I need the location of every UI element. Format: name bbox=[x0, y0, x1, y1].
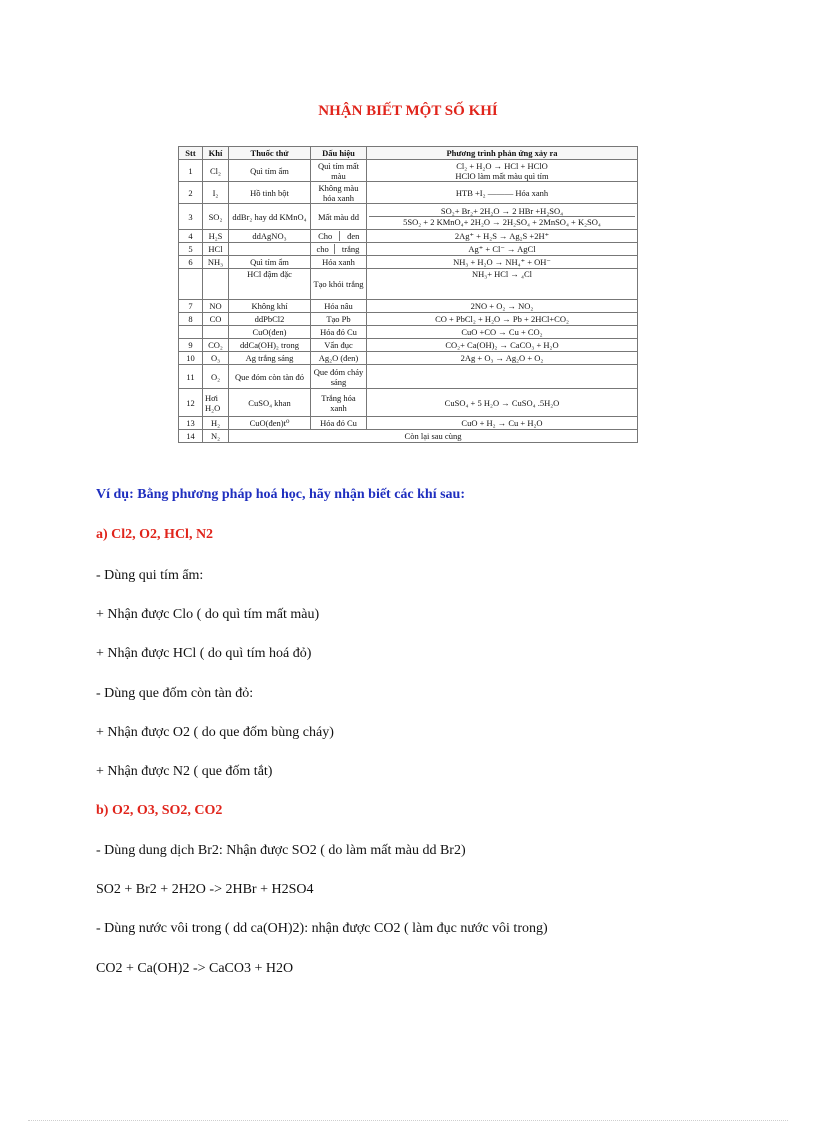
equation-line: 5SO₂ + 2 KMnO₄+ 2H₂O → 2H₂SO₄ + 2MnSO₄ + K₂SO₄ bbox=[369, 216, 635, 227]
page-footer-divider bbox=[28, 1120, 788, 1121]
stt-cell: 10 bbox=[179, 352, 203, 365]
sign-cell: Tạo khói trắng bbox=[311, 269, 367, 300]
sign-cell: Quì tím mất màu bbox=[311, 160, 367, 182]
stt-cell: 4 bbox=[179, 230, 203, 243]
reagent-cell: Quì tím ẩm bbox=[229, 256, 311, 269]
sign-cell: Mất màu dd bbox=[311, 204, 367, 230]
part-b-title: b) O2, O3, SO2, CO2 bbox=[96, 803, 223, 818]
reagent-cell: Quì tím ẩm bbox=[229, 160, 311, 182]
part-a-line: - Dùng que đốm còn tàn đỏ: bbox=[96, 686, 254, 701]
equation-cell bbox=[367, 160, 638, 182]
part-a-line: + Nhận được O2 ( do que đốm bùng cháy) bbox=[96, 725, 334, 740]
sign-cell: Không màu hóa xanh bbox=[311, 182, 367, 204]
header-equation: Phương trình phản ứng xảy ra bbox=[367, 147, 638, 160]
reagent-cell: Ag trắng sáng bbox=[229, 352, 311, 365]
reagent-cell: CuO(đen)t⁰ bbox=[229, 417, 311, 430]
sign-part: trắng bbox=[341, 244, 360, 254]
gas-identification-table bbox=[178, 146, 638, 443]
table-row bbox=[179, 352, 638, 365]
stt-cell: 3 bbox=[179, 204, 203, 230]
stt-cell: 8 bbox=[179, 313, 203, 326]
sign-part: Cho bbox=[311, 231, 340, 241]
table-row bbox=[179, 313, 638, 326]
gas-cell: SO₂ bbox=[203, 204, 229, 230]
header-gas: Khí bbox=[203, 147, 229, 160]
sign-cell bbox=[311, 230, 367, 243]
stt-cell: 11 bbox=[179, 365, 203, 389]
table-row bbox=[179, 389, 638, 417]
part-b-line: - Dùng nước vôi trong ( dd ca(OH)2): nhận được CO2 ( làm đục nước vôi trong) bbox=[96, 921, 548, 936]
stt-cell: 6 bbox=[179, 256, 203, 269]
stt-cell: 13 bbox=[179, 417, 203, 430]
part-b-line: - Dùng dung dịch Br2: Nhận được SO2 ( do làm mất màu dd Br2) bbox=[96, 843, 466, 858]
sign-cell: Tạo Pb bbox=[311, 313, 367, 326]
equation-cell: NH₃ + H₂O → NH₄⁺ + OH⁻ bbox=[367, 256, 638, 269]
sign-cell: Hóa đỏ Cu bbox=[311, 417, 367, 430]
table-row bbox=[179, 243, 638, 256]
equation-line: HClO làm mất màu quì tím bbox=[455, 170, 549, 181]
reagent-cell: ddCa(OH)₂ trong bbox=[229, 339, 311, 352]
table-row bbox=[179, 417, 638, 430]
stt-cell: 14 bbox=[179, 430, 203, 443]
table-row bbox=[179, 365, 638, 389]
reagent-cell: CuO(đen) bbox=[229, 326, 311, 339]
equation-cell: 2Ag + O₃ → Ag₂O + O₂ bbox=[367, 352, 638, 365]
gas-cell: NO bbox=[203, 300, 229, 313]
equation-cell: CO + PbCl₂ + H₂O → Pb + 2HCl+CO₂ bbox=[367, 313, 638, 326]
gas-cell: CO₂ bbox=[203, 339, 229, 352]
stt-cell bbox=[179, 269, 203, 300]
spanning-cell: Còn lại sau cùng bbox=[229, 430, 638, 443]
sign-cell: Ag₂O (đen) bbox=[311, 352, 367, 365]
equation-cell: Ag⁺ + Cl⁻ → AgCl bbox=[367, 243, 638, 256]
part-a-line: - Dùng qui tím ẩm: bbox=[96, 568, 204, 583]
gas-cell: Hơi H₂O bbox=[203, 389, 229, 417]
table-row bbox=[179, 269, 638, 300]
equation-cell bbox=[367, 365, 638, 389]
reagent-cell bbox=[229, 243, 311, 256]
gas-cell: O₂ bbox=[203, 365, 229, 389]
stt-cell: 2 bbox=[179, 182, 203, 204]
part-a-line: + Nhận được HCl ( do quì tím hoá đỏ) bbox=[96, 646, 312, 661]
stt-cell: 7 bbox=[179, 300, 203, 313]
sign-cell: Vẩn đục bbox=[311, 339, 367, 352]
table-row bbox=[179, 430, 638, 443]
sign-cell: Hóa nâu bbox=[311, 300, 367, 313]
gas-cell: NH₃ bbox=[203, 256, 229, 269]
gas-cell: H₂ bbox=[203, 417, 229, 430]
equation-cell: NH₃+ HCl → ₄Cl bbox=[367, 269, 638, 300]
header-stt: Stt bbox=[179, 147, 203, 160]
sign-part: cho bbox=[311, 244, 335, 254]
table-row bbox=[179, 160, 638, 182]
reagent-cell: Hồ tinh bột bbox=[229, 182, 311, 204]
equation-cell: HTB +I₂ ——— Hóa xanh bbox=[367, 182, 638, 204]
equation-cell: CO₂+ Ca(OH)₂ → CaCO₃ + H₂O bbox=[367, 339, 638, 352]
stt-cell: 1 bbox=[179, 160, 203, 182]
equation-cell: 2Ag⁺ + H₂S → Ag₂S +2H⁺ bbox=[367, 230, 638, 243]
gas-cell: Cl₂ bbox=[203, 160, 229, 182]
gas-cell: CO bbox=[203, 313, 229, 326]
equation-cell: 2NO + O₂ → NO₂ bbox=[367, 300, 638, 313]
gas-cell: H₂S bbox=[203, 230, 229, 243]
part-a-line: + Nhận được Clo ( do quì tím mất màu) bbox=[96, 607, 320, 622]
part-b-line: SO2 + Br2 + 2H2O -> 2HBr + H2SO4 bbox=[96, 882, 314, 897]
sign-cell: Que đóm cháy sáng bbox=[311, 365, 367, 389]
gas-cell bbox=[203, 269, 229, 300]
equation-cell bbox=[367, 204, 638, 230]
gas-cell: O₃ bbox=[203, 352, 229, 365]
gas-cell: I₂ bbox=[203, 182, 229, 204]
header-sign: Dấu hiệu bbox=[311, 147, 367, 160]
reagent-cell: CuSO₄ khan bbox=[229, 389, 311, 417]
reagent-cell: HCl đậm đặc bbox=[229, 269, 311, 300]
sign-part: đen bbox=[347, 231, 360, 241]
sign-cell: Trắng hóa xanh bbox=[311, 389, 367, 417]
gas-cell: HCl bbox=[203, 243, 229, 256]
table-row bbox=[179, 326, 638, 339]
equation-line: SO₂+ Br₂+ 2H₂O → 2 HBr +H₂SO₄ bbox=[440, 206, 564, 216]
example-heading: Ví dụ: Bằng phương pháp hoá học, hãy nhận biết các khí sau: bbox=[96, 487, 465, 502]
page-title: NHẬN BIẾT MỘT SỐ KHÍ bbox=[318, 103, 498, 119]
stt-cell bbox=[179, 326, 203, 339]
gas-cell: N₂ bbox=[203, 430, 229, 443]
table-row bbox=[179, 204, 638, 230]
sign-cell: Hóa xanh bbox=[311, 256, 367, 269]
table-row bbox=[179, 256, 638, 269]
table-row bbox=[179, 182, 638, 204]
part-b-line: CO2 + Ca(OH)2 -> CaCO3 + H2O bbox=[96, 961, 294, 976]
part-a-line: + Nhận được N2 ( que đốm tắt) bbox=[96, 764, 273, 779]
stt-cell: 5 bbox=[179, 243, 203, 256]
stt-cell: 12 bbox=[179, 389, 203, 417]
equation-line: Cl₂ + H₂O → HCl + HClO bbox=[456, 160, 548, 171]
table-row bbox=[179, 230, 638, 243]
sign-cell: Hóa đỏ Cu bbox=[311, 326, 367, 339]
stt-cell: 9 bbox=[179, 339, 203, 352]
equation-cell: CuO + H₂ → Cu + H₂O bbox=[367, 417, 638, 430]
table-row bbox=[179, 300, 638, 313]
equation-cell: CuO +CO → Cu + CO₂ bbox=[367, 326, 638, 339]
reagent-cell: ddAgNO₃ bbox=[229, 230, 311, 243]
gas-cell bbox=[203, 326, 229, 339]
equation-cell: CuSO₄ + 5 H₂O → CuSO₄ .5H₂O bbox=[367, 389, 638, 417]
header-reagent: Thuốc thử bbox=[229, 147, 311, 160]
reagent-cell: ddPbCl2 bbox=[229, 313, 311, 326]
table-header-row bbox=[179, 147, 638, 160]
reagent-cell: Que đóm còn tàn đỏ bbox=[229, 365, 311, 389]
reagent-cell: Không khí bbox=[229, 300, 311, 313]
part-a-title: a) Cl2, O2, HCl, N2 bbox=[96, 527, 214, 542]
table-row bbox=[179, 339, 638, 352]
sign-cell bbox=[311, 243, 367, 256]
reagent-cell: ddBr₂ hay dd KMnO₄ bbox=[229, 204, 311, 230]
